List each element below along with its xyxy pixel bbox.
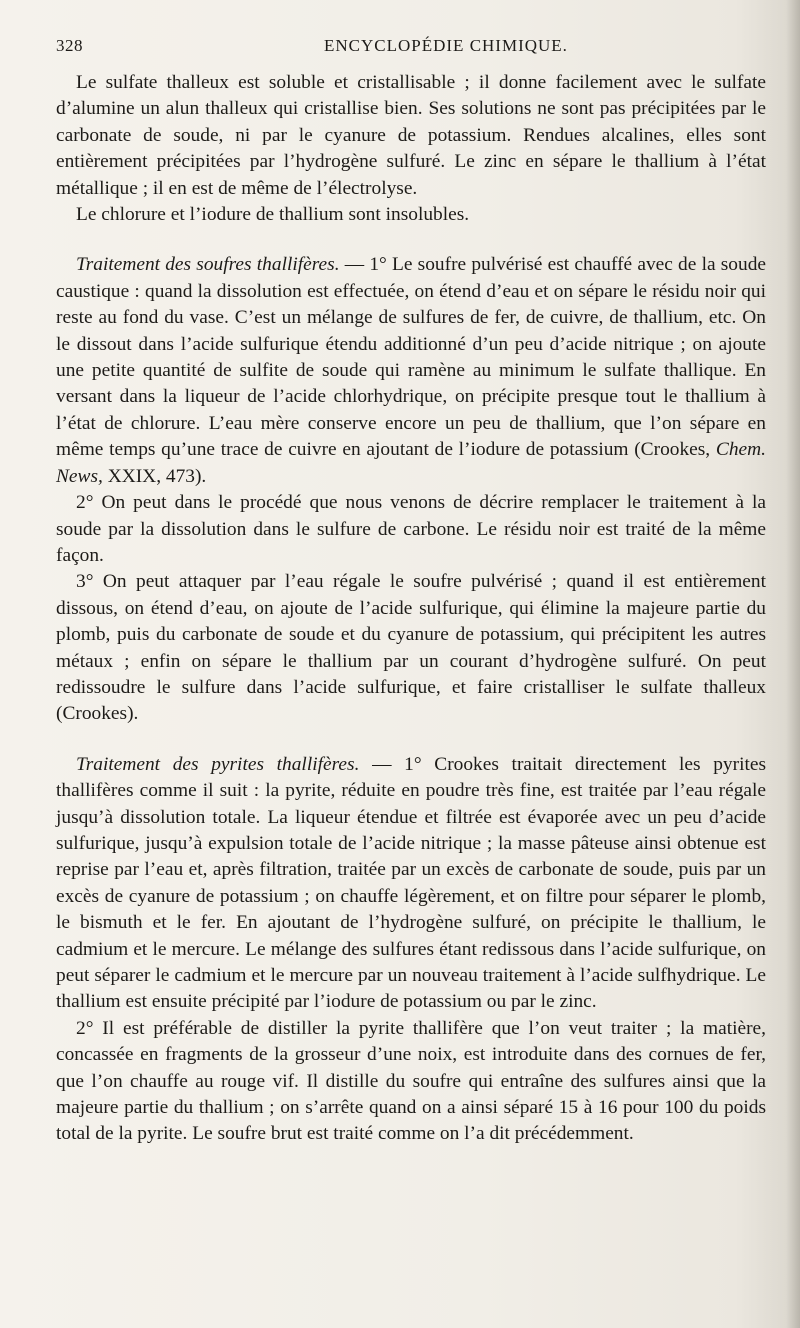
paragraph-sulfate-thalleux: Le sulfate thalleux est soluble et cristallisable ; il donne facilement avec le sulfate d’alumine un alun thalleux qui cristallise bien. Ses solutions ne sont pas précipitées par le carbonate de soude, ni par le cyanure de potassium. Rendues alcalines, elles sont entièrement précipitées par l’hydrogène sulfuré. Le zinc en sépare le thallium à l’état métallique ; il en est de même de l’électrolyse. bbox=[56, 72, 766, 199]
section-body-pyrites: — 1° Crookes traitait directement les pyrites thallifères comme il suit : la pyrite, réduite en poudre très fine, est traitée par l’eau régale jusqu’à dissolution totale. La liqueur étendue et filtrée est évaporée avec un peu d’acide sulfurique, jusqu’à expulsion totale de l’acide nitrique ; la masse pâteuse ainsi obtenue est reprise par l’eau et, après filtration, traitée par un excès de carbonate de soude, puis par un excès de cyanure de potassium ; on chauffe légèrement, et on filtre pour séparer le plomb, le bismuth et le fer. En ajoutant de l’hydrogène sulfuré, on précipite le thallium, le cadmium et le mercure. Le mélange des sulfures étant redissous dans l’acide sulfurique, on peut séparer le cadmium et le mercure par un nouveau traitement à l’acide sulfhydrique. Le thallium est ensuite précipité par l’iodure de potassium ou par le zinc. bbox=[56, 753, 766, 1013]
paragraph-distillation-pyrite: 2° Il est préférable de distiller la pyrite thallifère que l’on veut traiter ; la matière, concassée en fragments de la grosseur d’une noix, est introduite dans des cornues de fer, que l’on chauffe au rouge vif. Il distille du soufre qui entraîne des sulfures ainsi que la majeure partie du thallium ; on s’arrête quand on a ainsi séparé 15 à 16 pour 100 du poids total de la pyrite. Le soufre brut est traité comme on l’a dit précédemment. bbox=[56, 1017, 766, 1145]
running-title: ENCYCLOPÉDIE CHIMIQUE. bbox=[324, 36, 568, 55]
paragraph-eau-regale: 3° On peut attaquer par l’eau régale le soufre pulvérisé ; quand il est entièrement dissous, on étend d’eau, on ajoute de l’acide sulfurique, qui élimine la majeure partie du plomb, puis du carbonate de soude et du cyanure de potassium, qui précipitent les autres métaux ; enfin on sépare le thallium par un courant d’hydrogène sulfuré. On peut redissoudre le sulfure dans l’acide sulfurique, et faire cristalliser le sulfate thalleux (Crookes). bbox=[56, 571, 766, 725]
section-soufres-thalliferes bbox=[56, 252, 766, 490]
page-number: 328 bbox=[56, 36, 83, 55]
section-body-soufres: — 1° Le soufre pulvérisé est chauffé avec de la soude caustique : quand la dissolution est effectuée, on étend d’eau et on sépare le résidu noir qui reste au fond du vase. C’est un mélange de sulfures de fer, de cuivre, de thallium, etc. On le dissout dans l’acide sulfurique étendu additionné d’un peu d’acide nitrique ; on ajoute une petite quantité de sulfite de soude qui ramène au minimum le sulfate thallique. En versant dans la liqueur de l’acide chlorhydrique, on précipite presque tout le thallium à l’état de chlorure. L’eau mère conserve encore un peu de thallium, que l’on sépare en même temps qu’une trace de cuivre en ajoutant de l’iodure de potassium (Crookes, bbox=[56, 254, 767, 461]
page-edge-shadow bbox=[786, 0, 800, 1328]
page-body bbox=[56, 70, 766, 1148]
running-head bbox=[56, 36, 766, 62]
section-title-pyrites: Traitement des pyrites thallifères. bbox=[76, 753, 360, 775]
citation-source-title: Chem. News, bbox=[56, 439, 766, 487]
citation-source-ref: XXIX, 473). bbox=[102, 465, 207, 487]
paragraph-chlorure-iodure: Le chlorure et l’iodure de thallium sont insolubles. bbox=[76, 204, 470, 226]
section-title-soufres: Traitement des soufres thallifères. bbox=[76, 254, 340, 276]
section-pyrites-thalliferes bbox=[56, 752, 766, 1016]
paragraph-sulfure-carbone: 2° On peut dans le procédé que nous venons de décrire remplacer le traitement à la soude par la dissolution dans le sulfure de carbone. Le résidu noir est traité de la même façon. bbox=[56, 492, 766, 566]
